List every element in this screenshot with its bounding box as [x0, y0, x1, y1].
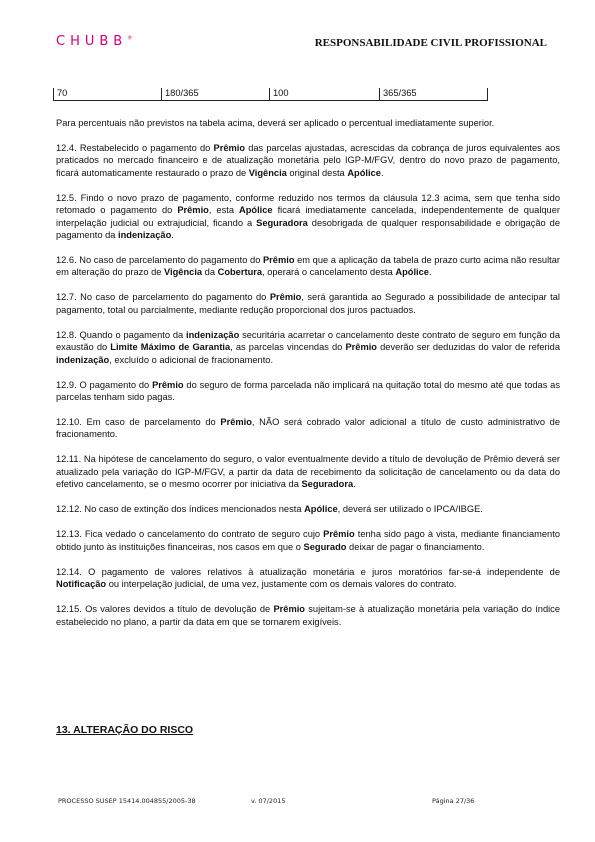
text-run: tenha sido pago à vista, mediante financiamento obtido junto às instituições financeiras, nos casos em que o — [56, 529, 560, 552]
text-run: 12.11. Na hipótese de cancelamento do seguro, o valor eventualmente devido a título de devolução de Prêmio deverá ser atualizado pela variação do IGP-M/FGV, a partir da data de recebimento da solicitação de cancelamento ou da data do efetivo cancelamento, se o mesmo ocorrer por iniciativa da — [56, 454, 560, 490]
document-title: RESPONSABILIDADE CIVIL PROFISSIONAL — [314, 37, 547, 49]
text-run: da — [202, 267, 218, 278]
defined-term: Prêmio — [213, 143, 246, 153]
document-body — [56, 117, 560, 641]
text-run: 12.9. O pagamento do — [56, 379, 153, 390]
logo-text: CHUBB — [56, 34, 128, 49]
text-run: . — [353, 479, 356, 490]
defined-term: Apólice — [395, 267, 429, 278]
text-run: . — [380, 167, 384, 178]
text-run: , NÃO será cobrado valor adicional a título de custo administrativo de fracionamento. — [56, 417, 560, 440]
paragraph-12-12 — [56, 503, 560, 515]
text-run: , deverá ser utilizado o IPCA/IBGE. — [337, 504, 483, 515]
paragraph-12-5 — [56, 192, 560, 242]
text-run: , será garantida ao Segurado a possibilidade de antecipar tal pagamento, total ou parcialmente, mediante redução proporcional dos juros pactuados. — [56, 292, 560, 315]
defined-term: Notificação — [56, 579, 107, 590]
text-run: deverão ser deduzidas do valor de referida — [377, 342, 560, 353]
text-run: desobrigada de qualquer responsabilidade e obrigação de pagamento da — [56, 217, 560, 241]
text-run: sujeitam-se à atualização monetária pela variação do índice estabelecido no plano, a partir da data em que se tornarem exigíveis. — [56, 604, 561, 627]
defined-term: Cobertura — [217, 267, 263, 278]
text-run: 12.10. Em caso de parcelamento do — [56, 417, 221, 428]
defined-term: Seguradora — [256, 217, 308, 228]
defined-term: indenização — [186, 329, 240, 340]
text-run: , operará o cancelamento desta — [262, 267, 396, 278]
text-run: 12.15. Os valores devidos a título de devolução de — [56, 604, 274, 615]
paragraph-intro: Para percentuais não previstos na tabela acima, deverá ser aplicado o percentual imediatamente superior. — [56, 118, 495, 128]
table-cell: 100 — [270, 88, 380, 101]
text-run: das parcelas ajustadas, acrescidas da cobrança de juros equivalentes aos praticados no mercado financeiro e de atualização monetária pelo IGP-M/FGV, dentro do novo prazo de pagamento, ficará automaticamente restaurado o prazo de — [56, 143, 560, 178]
defined-term: Prêmio — [269, 292, 302, 303]
paragraph-12-11 — [56, 453, 560, 490]
defined-term: Prêmio — [323, 529, 355, 540]
defined-term: Prêmio — [345, 342, 377, 353]
text-run: deixar de pagar o financiamento. — [346, 541, 485, 552]
text-run: ficará imediatamente cancelada, independentemente de qualquer interpelação judicial ou extrajudicial, ficando a — [56, 205, 560, 228]
text-run: 12.4. Restabelecido o pagamento do — [56, 143, 214, 153]
chubb-logo — [56, 34, 132, 49]
defined-term: Apólice — [347, 167, 381, 178]
text-run: 12.6. No caso de parcelamento do pagamento do — [56, 255, 263, 266]
footer-process-number: PROCESSO SUSEP 15414.004855/2005-38 — [58, 797, 196, 805]
paragraph-12-4 — [56, 142, 560, 179]
table-row — [54, 88, 488, 101]
logo-registered-mark: ® — [127, 35, 133, 42]
defined-term: Prêmio — [220, 417, 252, 428]
defined-term: Vigência — [164, 267, 203, 278]
paragraph-12-15 — [56, 603, 560, 628]
text-run: . — [428, 267, 432, 278]
paragraph-12-8 — [56, 329, 560, 366]
footer-version: v. 07/2015 — [251, 797, 286, 805]
short-term-rate-table — [53, 88, 488, 101]
defined-term: Vigência — [248, 167, 287, 178]
text-run: , excluído o adicional de fracionamento. — [109, 354, 274, 365]
section-heading: 13. ALTERAÇÃO DO RISCO — [56, 724, 194, 736]
paragraph-12-6 — [56, 254, 560, 279]
table-cell: 70 — [54, 88, 162, 101]
text-run: 12.8. Quando o pagamento da — [56, 329, 187, 340]
defined-term: Limite Máximo de Garantia — [110, 342, 231, 353]
paragraph-12-14 — [56, 566, 560, 591]
text-run: , as parcelas vincendas do — [230, 342, 346, 353]
paragraph-12-7 — [56, 291, 560, 316]
defined-term: Seguradora — [301, 479, 354, 490]
text-run: 12.7. No caso de parcelamento do pagamento do — [56, 292, 270, 303]
paragraph-12-10 — [56, 416, 560, 441]
text-run: 12.14. O pagamento de valores relativos à atualização monetária e juros moratórios far-se-á independente de — [56, 566, 560, 577]
defined-term: Apólice — [239, 205, 273, 216]
table-cell: 180/365 — [162, 88, 270, 101]
defined-term: Prêmio — [152, 379, 184, 390]
text-run: em que a aplicação da tabela de prazo curto acima não resultar em alteração do prazo de — [56, 255, 560, 278]
defined-term: indenização — [56, 354, 110, 365]
defined-term: indenização — [118, 230, 172, 241]
text-run: original desta — [286, 167, 348, 178]
defined-term: Prêmio — [177, 205, 209, 216]
defined-term: Apólice — [304, 504, 338, 515]
text-run: ou interpelação judicial, de uma vez, justamente com os demais valores do contrato. — [106, 579, 457, 590]
text-run: 12.5. Findo o novo prazo de pagamento, conforme reduzido nos termos da cláusula 12.3 acima, sem que tenha sido retomado o pagamento do — [56, 192, 560, 216]
table-cell: 365/365 — [380, 88, 488, 101]
paragraph-12-9 — [56, 379, 560, 404]
text-run: do seguro de forma parcelada não implicará na quitação total do mesmo até que todas as parcelas tenham sido pagas. — [56, 379, 561, 403]
text-run: . — [171, 230, 174, 241]
paragraph-12-13 — [56, 528, 560, 553]
text-run: , esta — [208, 205, 239, 216]
footer-page-number: Página 27/36 — [432, 797, 475, 805]
defined-term: Prêmio — [262, 255, 295, 266]
text-run: securitária acarretar o cancelamento deste contrato de seguro em função da exaustão do — [56, 329, 561, 353]
defined-term: Prêmio — [273, 604, 305, 615]
text-run: 12.12. No caso de extinção dos índices mencionados nesta — [56, 504, 305, 515]
defined-term: Segurado — [303, 541, 347, 552]
text-run: 12.13. Fica vedado o cancelamento do contrato de seguro cujo — [56, 529, 324, 540]
